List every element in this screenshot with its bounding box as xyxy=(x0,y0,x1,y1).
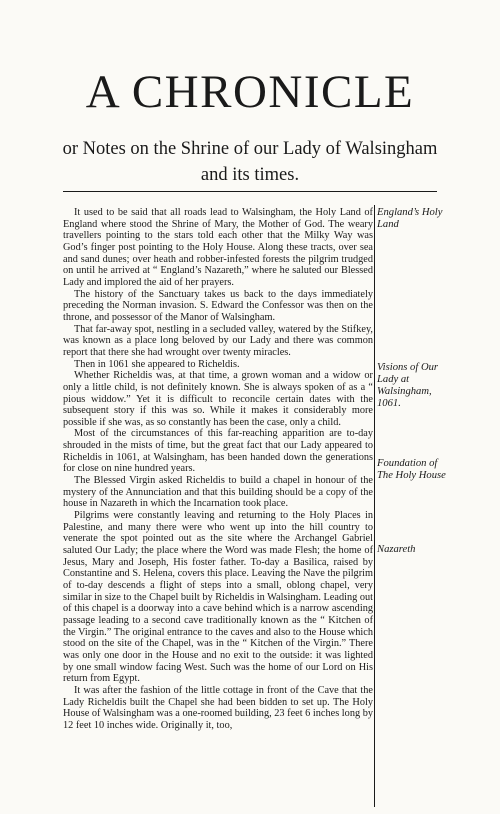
margin-note: England’s Holy Land xyxy=(377,207,443,230)
title-divider xyxy=(63,191,437,192)
page-subtitle xyxy=(20,136,480,188)
paragraph: Whether Richeldis was, at that time, a grown woman and a widow or only a little child, is not definitely known. She is always spoken of as a “ pious widdow.” Yet it is difficult to reconcile certain dates with the subsequent story if this was so. While it makes it considerably more possible if she was, as so constantly has been the case, only a child. xyxy=(63,370,373,428)
paragraph: The Blessed Virgin asked Richeldis to build a chapel in honour of the mystery of the Annunciation and that this building should be a copy of the house in Nazareth in which the Incarnation took place. xyxy=(63,475,373,510)
margin-note: Foundation of The Holy House xyxy=(377,458,446,481)
subtitle-line-2: and its times. xyxy=(200,165,300,185)
paragraph: Most of the circumstances of this far-reaching apparition are to-day shrouded in the mists of time, but the great fact that our Lady appeared to Richeldis in 1061, at Walsingham, has been handed down the generations for close on nine hundred years. xyxy=(63,428,373,475)
margin-note: Visions of Our Lady at Walsingham, 1061. xyxy=(377,362,439,409)
margin-note: Nazareth xyxy=(377,544,416,555)
body-text xyxy=(63,207,373,732)
paragraph: It used to be said that all roads lead to Walsingham, the Holy Land of England where stood the Shrine of Mary, the Mother of God. The weary travellers pointing to the stars told each other that the Milky Way was God’s finger post pointing to the Holy House. Along these tracts, over sea and sand dunes; over heath and robber-infested forests the pilgrim trudged on until he arrived at “ England’s Nazareth,” where he saluted our Blessed Lady and implored the aid of her prayers. xyxy=(63,207,373,288)
subtitle-line-1: or Notes on the Shrine of our Lady of Walsingham xyxy=(62,139,438,159)
paragraph: It was after the fashion of the little cottage in front of the Cave that the Lady Richeldis built the Chapel she had been bidden to set up. The Holy House of Walsingham was a one-roomed building, 23 feet 6 inches long by 12 feet 10 inches wide. Originally it, too, xyxy=(63,684,373,731)
margin-divider xyxy=(374,205,375,807)
paragraph: That far-away spot, nestling in a secluded valley, watered by the Stifkey, was known as a place long beloved by our Lady and there was common report that there she had wrought over twenty miracles. xyxy=(63,323,373,358)
paragraph: Pilgrims were constantly leaving and returning to the Holy Places in Palestine, and many there were who went up into the hill country to venerate the spot pointed out as the site where the Archangel Gabriel saluted Our Lady; the place where the Word was made Flesh; the home of Jesus, Mary and Joseph, His foster father. To-day a Basilica, raised by Constantine and S. Helena, covers this place. Leaving the Nave the pilgrim of to-day descends a flight of steps into a small, oblong chapel, very similar in size to the Chapel built by Richeldis in Walsingham. Leading out of this chapel is a doorway into a cave behind which is a narrow ascending passage leading to a second cave traditionally known as the “ Kitchen of the Virgin.” The original entrance to the caves and also to the House which stood on the site of the Chapel, was in the “ Kitchen of the Virgin.” There was only one door in the House and no exit to the outside: it was lighted by one small window facing West. Such was the home of our Lord on His return from Egypt. xyxy=(63,510,373,685)
page-title: A CHRONICLE xyxy=(85,66,415,118)
paragraph: The history of the Sanctuary takes us back to the days immediately preceding the Norman invasion. S. Edward the Confessor was then on the throne, and possessor of the Manor of Walsingham. xyxy=(63,288,373,323)
paragraph: Then in 1061 she appeared to Richeldis. xyxy=(74,358,240,370)
